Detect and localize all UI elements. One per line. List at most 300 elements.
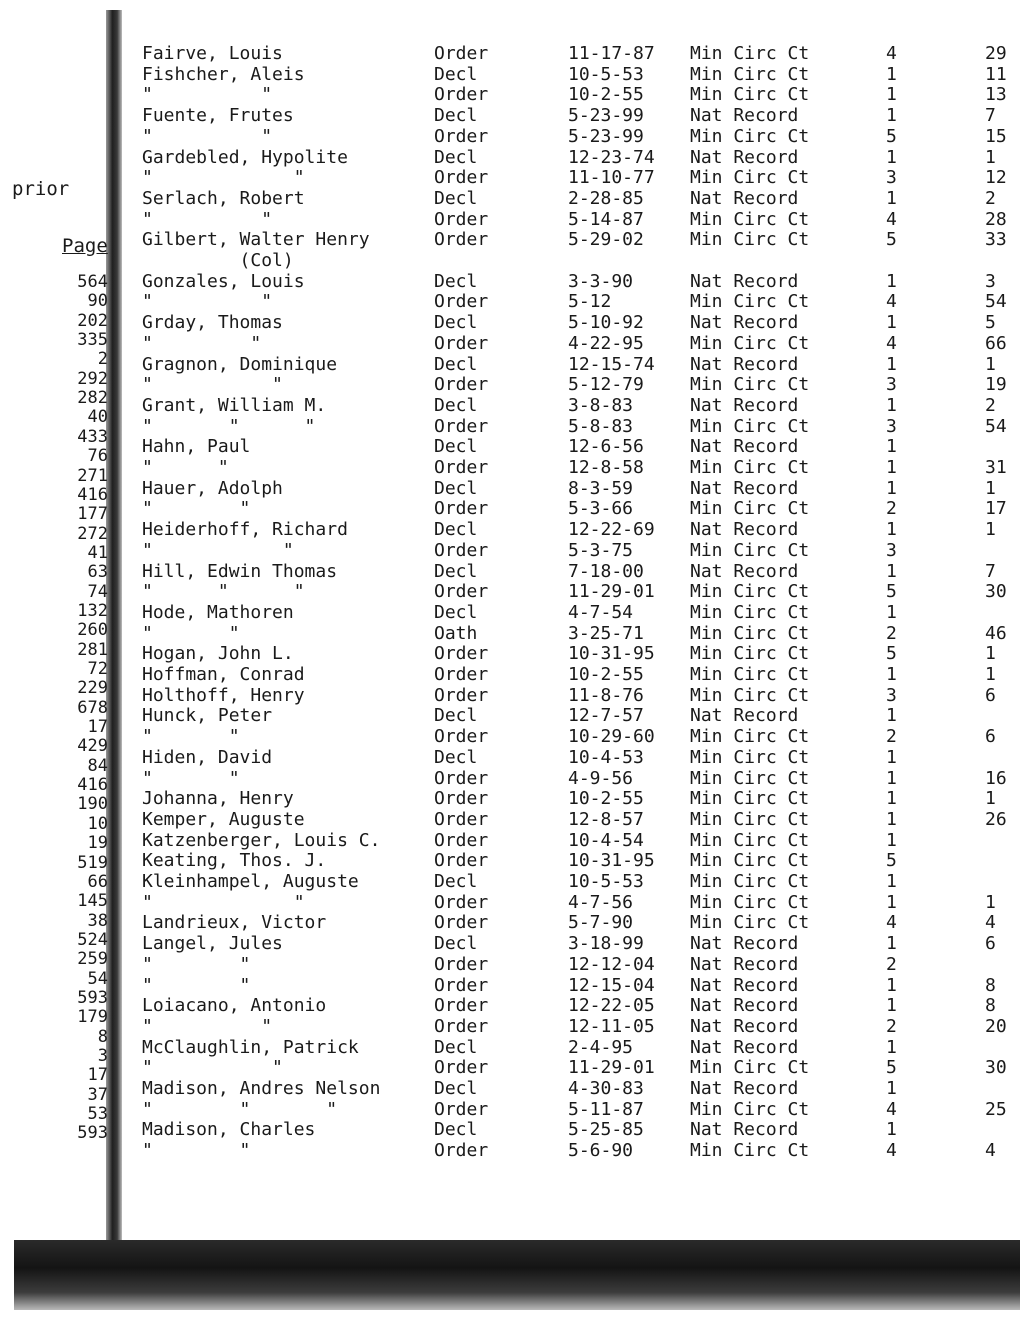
entry-court: Nat Record <box>690 561 799 582</box>
entry-name: " " <box>142 167 305 188</box>
entry-volume: 1 <box>886 354 897 375</box>
prior-page-number: 90 <box>87 291 108 311</box>
entry-volume: 4 <box>886 912 897 933</box>
entry-date: 10-29-60 <box>568 726 655 747</box>
entry-page: 1 <box>985 665 996 685</box>
entry-volume: 5 <box>886 643 897 664</box>
entry-record-type: Order <box>434 374 489 395</box>
entry-court: Min Circ Ct <box>690 333 810 354</box>
entry-court: Min Circ Ct <box>690 229 810 250</box>
entry-name: " " <box>142 975 251 996</box>
entry-record-type: Order <box>434 726 489 747</box>
entry-volume: 5 <box>886 1057 897 1078</box>
prior-page-number: 132 <box>77 601 108 621</box>
prior-page-number: 63 <box>87 562 108 582</box>
entry-date: 10-5-53 <box>568 64 644 85</box>
entry-court: Min Circ Ct <box>690 912 810 933</box>
entry-page: 6 <box>985 934 996 954</box>
entry-record-type: Decl <box>434 354 478 375</box>
entry-volume: 1 <box>886 457 897 478</box>
entry-court: Min Circ Ct <box>690 685 810 706</box>
entry-volume: 2 <box>886 498 897 519</box>
entry-record-type: Order <box>434 850 489 871</box>
book-spine-shadow <box>106 10 122 1240</box>
entry-record-type: Order <box>434 643 489 664</box>
entry-court: Min Circ Ct <box>690 643 810 664</box>
prior-page-number: 260 <box>77 620 108 640</box>
entry-court: Min Circ Ct <box>690 498 810 519</box>
entry-name: Johanna, Henry <box>142 788 294 809</box>
entry-date: 5-6-90 <box>568 1140 634 1161</box>
entry-court: Nat Record <box>690 478 799 499</box>
entry-name: Hiden, David <box>142 747 273 768</box>
entry-record-type: Order <box>434 457 489 478</box>
entry-page: 17 <box>985 499 1007 519</box>
entry-volume: 1 <box>886 561 897 582</box>
entry-date: 11-8-76 <box>568 685 644 706</box>
entry-volume: 5 <box>886 126 897 147</box>
entry-date: 2-28-85 <box>568 188 644 209</box>
entry-court: Min Circ Ct <box>690 64 810 85</box>
entry-court: Nat Record <box>690 312 799 333</box>
entry-name: Madison, Andres Nelson <box>142 1078 381 1099</box>
entry-name: " " <box>142 892 305 913</box>
entry-date: 4-7-54 <box>568 602 634 623</box>
page-column-header: Page <box>62 235 108 257</box>
entry-record-type: Order <box>434 209 489 230</box>
entry-date: 5-7-90 <box>568 912 634 933</box>
entry-volume: 1 <box>886 1119 897 1140</box>
prior-page-number: 66 <box>87 872 108 892</box>
entry-volume: 1 <box>886 788 897 809</box>
entry-record-type: Decl <box>434 519 478 540</box>
prior-page-number: 10 <box>87 814 108 834</box>
prior-page-number: 177 <box>77 504 108 524</box>
entry-date: 5-23-99 <box>568 126 644 147</box>
entry-name: Kleinhampel, Auguste <box>142 871 359 892</box>
entry-volume: 4 <box>886 43 897 64</box>
entry-name: " " <box>142 84 273 105</box>
entry-name: " " " <box>142 1099 338 1120</box>
entry-date: 11-29-01 <box>568 581 655 602</box>
entry-name: Katzenberger, Louis C. <box>142 830 381 851</box>
entry-date: 10-31-95 <box>568 850 655 871</box>
entry-record-type: Decl <box>434 147 478 168</box>
entry-record-type: Decl <box>434 105 478 126</box>
entry-volume: 1 <box>886 64 897 85</box>
entry-volume: 1 <box>886 747 897 768</box>
entry-date: 12-6-56 <box>568 436 644 457</box>
entry-date: 5-25-85 <box>568 1119 644 1140</box>
entry-name: " " <box>142 498 251 519</box>
entry-court: Min Circ Ct <box>690 1099 810 1120</box>
entry-page: 11 <box>985 65 1007 85</box>
entry-court: Min Circ Ct <box>690 788 810 809</box>
prior-page-number: 272 <box>77 524 108 544</box>
entry-date: 10-2-55 <box>568 84 644 105</box>
entry-page: 30 <box>985 1058 1007 1078</box>
entry-volume: 3 <box>886 685 897 706</box>
entry-volume: 1 <box>886 519 897 540</box>
entry-name: " " <box>142 291 273 312</box>
prior-page-number: 54 <box>87 969 108 989</box>
entry-date: 5-3-75 <box>568 540 634 561</box>
entry-record-type: Order <box>434 291 489 312</box>
entry-record-type: Order <box>434 498 489 519</box>
entry-page: 6 <box>985 727 996 747</box>
entry-court: Min Circ Ct <box>690 726 810 747</box>
prior-page-number: 19 <box>87 833 108 853</box>
prior-page-number: 76 <box>87 446 108 466</box>
entry-page: 28 <box>985 210 1007 230</box>
entry-record-type: Order <box>434 84 489 105</box>
prior-page-number: 229 <box>77 678 108 698</box>
entry-record-type: Decl <box>434 436 478 457</box>
entry-court: Min Circ Ct <box>690 540 810 561</box>
entry-record-type: Order <box>434 416 489 437</box>
entry-name: " " <box>142 1140 251 1161</box>
entry-court: Nat Record <box>690 975 799 996</box>
entry-record-type: Decl <box>434 271 478 292</box>
entry-page: 1 <box>985 893 996 913</box>
entry-volume: 1 <box>886 664 897 685</box>
entry-date: 2-4-95 <box>568 1037 634 1058</box>
entry-name: Fishcher, Aleis <box>142 64 305 85</box>
prior-page-number: 53 <box>87 1104 108 1124</box>
entry-volume: 1 <box>886 312 897 333</box>
entry-record-type: Decl <box>434 312 478 333</box>
prior-page-number: 72 <box>87 659 108 679</box>
prior-page-number: 564 <box>77 272 108 292</box>
entry-date: 11-29-01 <box>568 1057 655 1078</box>
entry-court: Min Circ Ct <box>690 84 810 105</box>
entry-volume: 1 <box>886 768 897 789</box>
prior-page-number: 429 <box>77 736 108 756</box>
entry-date: 7-18-00 <box>568 561 644 582</box>
entry-court: Min Circ Ct <box>690 1140 810 1161</box>
entry-name: Keating, Thos. J. <box>142 850 327 871</box>
entry-volume: 4 <box>886 1140 897 1161</box>
entry-volume: 1 <box>886 809 897 830</box>
entry-volume: 2 <box>886 954 897 975</box>
entry-page: 54 <box>985 292 1007 312</box>
entry-court: Nat Record <box>690 995 799 1016</box>
entry-page: 26 <box>985 810 1007 830</box>
entry-page: 2 <box>985 396 996 416</box>
entry-record-type: Order <box>434 768 489 789</box>
entry-court: Min Circ Ct <box>690 809 810 830</box>
entry-date: 5-10-92 <box>568 312 644 333</box>
entry-court: Min Circ Ct <box>690 209 810 230</box>
entry-court: Min Circ Ct <box>690 43 810 64</box>
entry-date: 12-8-58 <box>568 457 644 478</box>
entry-court: Nat Record <box>690 1119 799 1140</box>
entry-court: Min Circ Ct <box>690 291 810 312</box>
entry-name: McClaughlin, Patrick <box>142 1037 359 1058</box>
entry-volume: 5 <box>886 229 897 250</box>
entry-volume: 1 <box>886 1037 897 1058</box>
entry-page: 30 <box>985 582 1007 602</box>
entry-record-type: Order <box>434 167 489 188</box>
prior-page-number: 271 <box>77 466 108 486</box>
entry-page: 7 <box>985 562 996 582</box>
entry-name: Hahn, Paul <box>142 436 251 457</box>
entry-volume: 1 <box>886 995 897 1016</box>
entry-record-type: Decl <box>434 1119 478 1140</box>
entry-court: Min Circ Ct <box>690 747 810 768</box>
prior-page-number: 519 <box>77 853 108 873</box>
prior-page-number: 38 <box>87 911 108 931</box>
entry-name: Landrieux, Victor <box>142 912 327 933</box>
entry-record-type: Order <box>434 1057 489 1078</box>
entry-page: 1 <box>985 148 996 168</box>
entry-page: 1 <box>985 789 996 809</box>
entry-record-type: Decl <box>434 188 478 209</box>
prior-label: prior <box>12 178 70 200</box>
entry-record-type: Order <box>434 892 489 913</box>
entry-page: 6 <box>985 686 996 706</box>
prior-page-number: 202 <box>77 311 108 331</box>
entry-date: 12-8-57 <box>568 809 644 830</box>
entry-name: Hoffman, Conrad <box>142 664 305 685</box>
entry-volume: 1 <box>886 271 897 292</box>
entry-name: Hunck, Peter <box>142 705 273 726</box>
entry-court: Min Circ Ct <box>690 167 810 188</box>
entry-volume: 1 <box>886 478 897 499</box>
entry-name: Fuente, Frutes <box>142 105 294 126</box>
entry-court: Nat Record <box>690 436 799 457</box>
entry-page: 4 <box>985 1141 996 1161</box>
entry-record-type: Order <box>434 581 489 602</box>
entry-page: 1 <box>985 644 996 664</box>
entry-record-type: Decl <box>434 747 478 768</box>
entry-name: Hauer, Adolph <box>142 478 283 499</box>
entry-page: 7 <box>985 106 996 126</box>
entry-name: Gardebled, Hypolite <box>142 147 348 168</box>
entry-name: Kemper, Auguste <box>142 809 305 830</box>
entry-volume: 2 <box>886 726 897 747</box>
entry-date: 10-2-55 <box>568 788 644 809</box>
entry-volume: 3 <box>886 416 897 437</box>
entry-record-type: Order <box>434 788 489 809</box>
entry-page: 46 <box>985 624 1007 644</box>
entry-record-type: Order <box>434 664 489 685</box>
prior-page-number: 593 <box>77 1123 108 1143</box>
entry-record-type: Order <box>434 809 489 830</box>
entry-record-type: Order <box>434 685 489 706</box>
entry-record-type: Decl <box>434 602 478 623</box>
entry-volume: 2 <box>886 623 897 644</box>
entry-date: 12-11-05 <box>568 1016 655 1037</box>
entry-page: 5 <box>985 313 996 333</box>
entry-court: Nat Record <box>690 271 799 292</box>
prior-page-number: 3 <box>97 1046 108 1066</box>
entry-court: Min Circ Ct <box>690 892 810 913</box>
entry-court: Nat Record <box>690 147 799 168</box>
entry-record-type: Order <box>434 912 489 933</box>
entry-date: 12-22-69 <box>568 519 655 540</box>
entry-volume: 5 <box>886 581 897 602</box>
entry-court: Min Circ Ct <box>690 457 810 478</box>
entry-record-type: Decl <box>434 705 478 726</box>
entry-record-type: Decl <box>434 561 478 582</box>
entry-court: Min Circ Ct <box>690 871 810 892</box>
entry-page: 4 <box>985 913 996 933</box>
prior-page-number: 416 <box>77 775 108 795</box>
entry-name: " " <box>142 457 229 478</box>
entry-court: Nat Record <box>690 1016 799 1037</box>
entry-record-type: Order <box>434 830 489 851</box>
entry-record-type: Order <box>434 540 489 561</box>
entry-name: Hogan, John L. <box>142 643 294 664</box>
entry-name: Holthoff, Henry <box>142 685 305 706</box>
entry-date: 3-8-83 <box>568 395 634 416</box>
entry-date: 11-17-87 <box>568 43 655 64</box>
entry-record-type: Oath <box>434 623 478 644</box>
entry-court: Min Circ Ct <box>690 581 810 602</box>
prior-page-number: 8 <box>97 1027 108 1047</box>
entry-court: Nat Record <box>690 395 799 416</box>
entry-page: 20 <box>985 1017 1007 1037</box>
entry-name: " " <box>142 623 240 644</box>
entry-date: 5-11-87 <box>568 1099 644 1120</box>
entry-record-type: Order <box>434 333 489 354</box>
entry-date: 4-30-83 <box>568 1078 644 1099</box>
entry-court: Min Circ Ct <box>690 664 810 685</box>
entry-name: Grday, Thomas <box>142 312 283 333</box>
entry-record-type: Decl <box>434 933 478 954</box>
entry-record-type: Order <box>434 1140 489 1161</box>
entry-date: 12-15-04 <box>568 975 655 996</box>
entry-record-type: Order <box>434 43 489 64</box>
entry-court: Nat Record <box>690 354 799 375</box>
entry-page: 33 <box>985 230 1007 250</box>
entry-name: Hill, Edwin Thomas <box>142 561 338 582</box>
entry-page: 29 <box>985 44 1007 64</box>
prior-page-number: 17 <box>87 717 108 737</box>
entry-volume: 5 <box>886 850 897 871</box>
entry-page: 1 <box>985 520 996 540</box>
entry-name: Grant, William M. <box>142 395 327 416</box>
entry-court: Nat Record <box>690 1078 799 1099</box>
entry-volume: 3 <box>886 167 897 188</box>
prior-page-number: 84 <box>87 756 108 776</box>
entry-name: Madison, Charles <box>142 1119 316 1140</box>
entry-name: Gonzales, Louis <box>142 271 305 292</box>
entry-court: Nat Record <box>690 519 799 540</box>
entry-name: " " " <box>142 416 316 437</box>
entry-record-type: Decl <box>434 1078 478 1099</box>
entry-court: Min Circ Ct <box>690 416 810 437</box>
entry-name: (Col) <box>142 250 294 271</box>
entry-volume: 1 <box>886 602 897 623</box>
entry-date: 10-4-53 <box>568 747 644 768</box>
entry-volume: 1 <box>886 105 897 126</box>
entry-court: Nat Record <box>690 705 799 726</box>
prior-page-number: 593 <box>77 988 108 1008</box>
entry-volume: 4 <box>886 291 897 312</box>
prior-page-number: 2 <box>97 349 108 369</box>
entry-date: 10-4-54 <box>568 830 644 851</box>
entry-name: Gragnon, Dominique <box>142 354 338 375</box>
entry-record-type: Decl <box>434 478 478 499</box>
entry-date: 10-5-53 <box>568 871 644 892</box>
entry-date: 8-3-59 <box>568 478 634 499</box>
entry-name: Gilbert, Walter Henry <box>142 229 370 250</box>
entry-date: 5-12 <box>568 291 612 312</box>
entry-volume: 1 <box>886 188 897 209</box>
prior-page-number: 145 <box>77 891 108 911</box>
entry-page: 1 <box>985 355 996 375</box>
entry-volume: 1 <box>886 975 897 996</box>
entry-record-type: Order <box>434 229 489 250</box>
entry-volume: 4 <box>886 1099 897 1120</box>
prior-page-number: 292 <box>77 369 108 389</box>
entry-volume: 1 <box>886 705 897 726</box>
prior-page-number: 259 <box>77 949 108 969</box>
prior-page-number: 41 <box>87 543 108 563</box>
prior-page-number: 282 <box>77 388 108 408</box>
entry-name: Serlach, Robert <box>142 188 305 209</box>
entry-date: 11-10-77 <box>568 167 655 188</box>
prior-page-number: 179 <box>77 1007 108 1027</box>
entry-volume: 1 <box>886 84 897 105</box>
prior-page-number: 335 <box>77 330 108 350</box>
entry-volume: 2 <box>886 1016 897 1037</box>
entry-volume: 1 <box>886 871 897 892</box>
entry-volume: 1 <box>886 892 897 913</box>
entry-name: " " <box>142 374 283 395</box>
entry-record-type: Order <box>434 1016 489 1037</box>
entry-page: 31 <box>985 458 1007 478</box>
entry-name: " " <box>142 726 240 747</box>
entry-page: 25 <box>985 1100 1007 1120</box>
entry-volume: 1 <box>886 933 897 954</box>
entry-date: 12-15-74 <box>568 354 655 375</box>
entry-name: " " <box>142 209 273 230</box>
entry-volume: 1 <box>886 395 897 416</box>
prior-page-number: 433 <box>77 427 108 447</box>
entry-page: 8 <box>985 976 996 996</box>
entry-name: " " <box>142 1016 273 1037</box>
bottom-edge-shadow <box>14 1240 1020 1310</box>
entry-date: 12-12-04 <box>568 954 655 975</box>
entry-name: " " <box>142 768 240 789</box>
prior-page-number: 17 <box>87 1065 108 1085</box>
entry-record-type: Decl <box>434 64 478 85</box>
entry-page: 16 <box>985 769 1007 789</box>
entry-page: 15 <box>985 127 1007 147</box>
entry-volume: 1 <box>886 830 897 851</box>
prior-page-number: 416 <box>77 485 108 505</box>
entry-date: 5-23-99 <box>568 105 644 126</box>
entry-court: Nat Record <box>690 105 799 126</box>
entry-record-type: Order <box>434 995 489 1016</box>
entry-court: Nat Record <box>690 954 799 975</box>
entry-court: Min Circ Ct <box>690 850 810 871</box>
entry-date: 5-8-83 <box>568 416 634 437</box>
entry-date: 3-25-71 <box>568 623 644 644</box>
entry-volume: 1 <box>886 436 897 457</box>
prior-page-number: 40 <box>87 407 108 427</box>
entry-record-type: Order <box>434 126 489 147</box>
entry-court: Min Circ Ct <box>690 126 810 147</box>
entry-court: Min Circ Ct <box>690 623 810 644</box>
entry-name: Heiderhoff, Richard <box>142 519 348 540</box>
entry-date: 5-3-66 <box>568 498 634 519</box>
entry-volume: 1 <box>886 147 897 168</box>
entry-page: 19 <box>985 375 1007 395</box>
